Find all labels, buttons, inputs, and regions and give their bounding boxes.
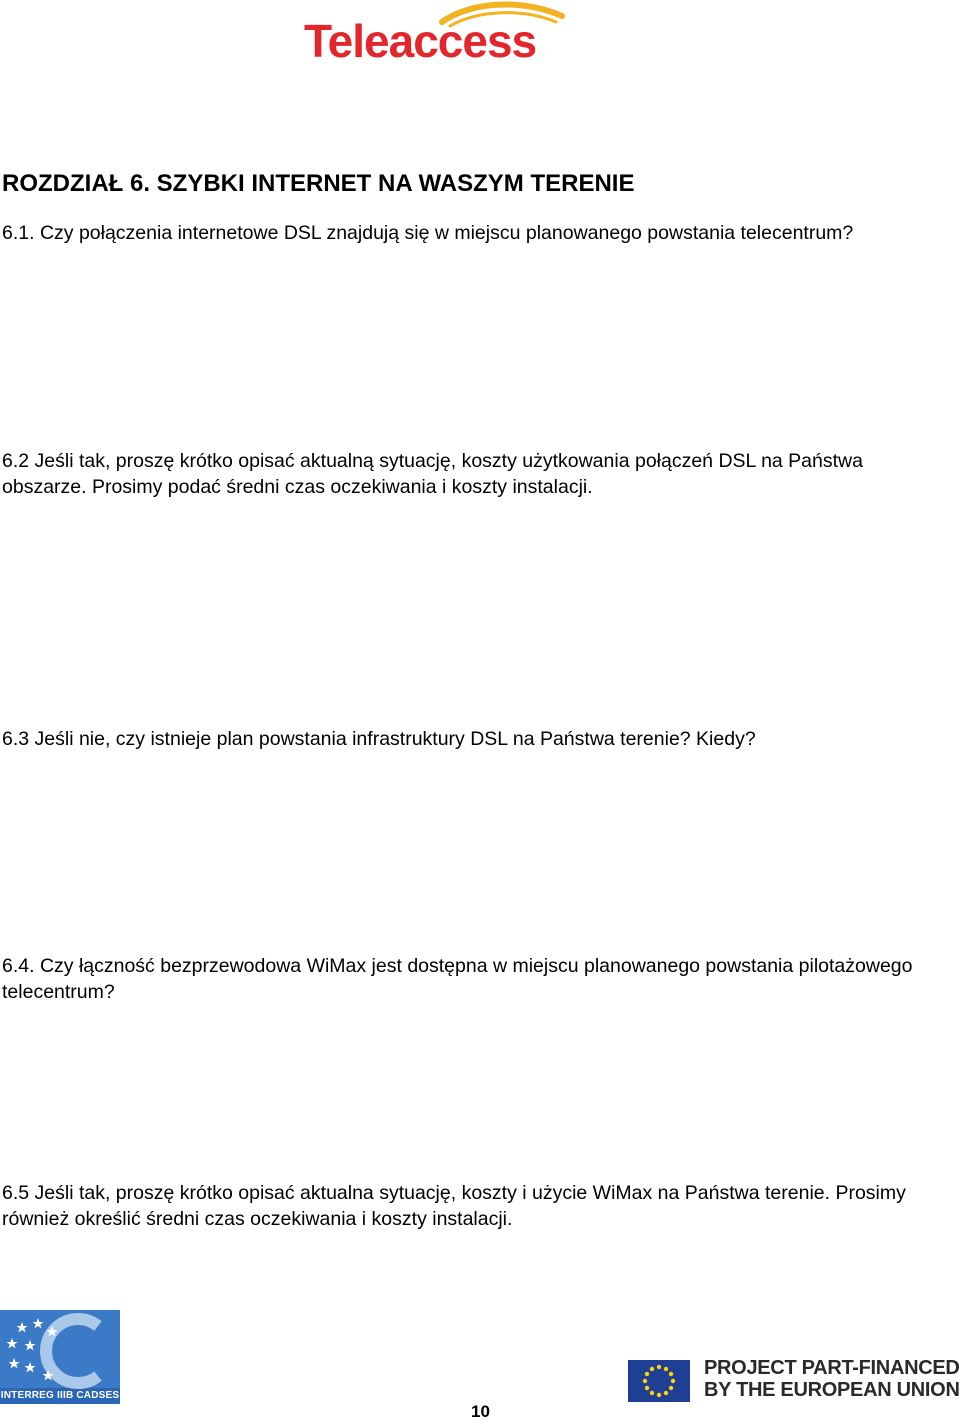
teleaccess-logo (300, 0, 662, 70)
interreg-caption: INTERREG IIIB CADSES (0, 1390, 120, 1401)
eu-flag-icon (628, 1360, 690, 1402)
question-6-5: 6.5 Jeśli tak, proszę krótko opisać aktualna sytuację, koszty i użycie WiMax na Państwa terenie. Prosimy również określić średni czas oczekiwania i koszty instalacji. (2, 1182, 906, 1230)
question-6-3: 6.3 Jeśli nie, czy istnieje plan powstania infrastruktury DSL na Państwa terenie? Kiedy? (2, 728, 756, 750)
logo-wordmark: Teleaccess (304, 15, 537, 67)
eu-funding-line-1: PROJECT PART-FINANCED (704, 1357, 960, 1379)
eu-flag-graphic (628, 1360, 690, 1402)
question-6-4: 6.4. Czy łączność bezprzewodowa WiMax jest dostępna w miejscu planowanego powstania pilotażowego telecentrum? (2, 955, 913, 1003)
question-6-2: 6.2 Jeśli tak, proszę krótko opisać aktualną sytuację, koszty użytkowania połączeń DSL na Państwa obszarze. Prosimy podać średni czas oczekiwania i koszty instalacji. (2, 450, 863, 498)
eu-funding-line-2: BY THE EUROPEAN UNION (704, 1379, 960, 1401)
chapter-heading: ROZDZIAŁ 6. SZYBKI INTERNET NA WASZYM TERENIE (2, 170, 635, 197)
interreg-logo (0, 1310, 120, 1404)
eu-funding-note (704, 1357, 960, 1401)
teleaccess-logo-graphic (300, 0, 662, 70)
page-number: 10 (471, 1402, 490, 1421)
question-6-1: 6.1. Czy połączenia internetowe DSL znajdują się w miejscu planowanego powstania telecentrum? (2, 222, 854, 244)
